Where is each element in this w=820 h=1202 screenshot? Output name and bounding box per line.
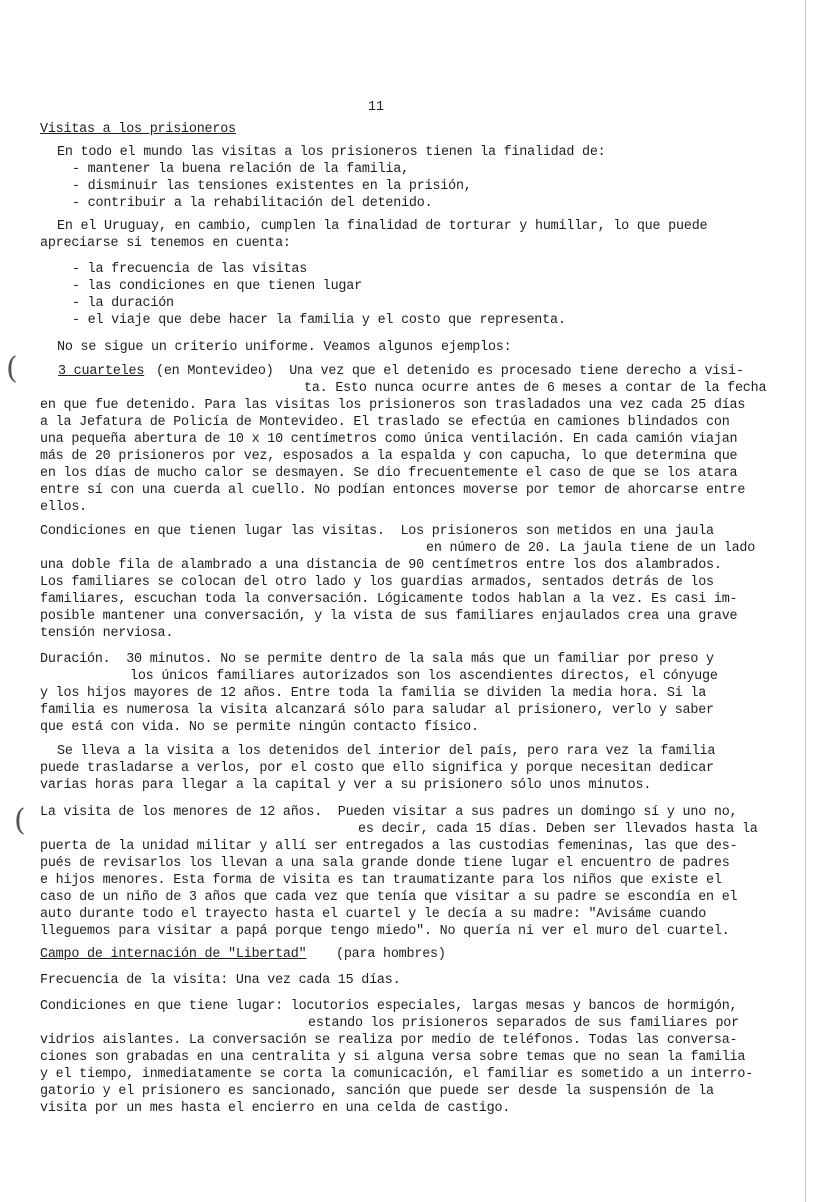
- page-edge-line: [805, 0, 806, 1202]
- binding-mark: (: [6, 351, 18, 386]
- text-line: En el Uruguay, en cambio, cumplen la finalidad de torturar y humillar, lo que puede: [57, 219, 708, 234]
- text-line: en que fue detenido. Para las visitas los prisioneros son trasladados una vez cada 25 días: [40, 398, 746, 413]
- text-line: y los hijos mayores de 12 años. Entre toda la familia se dividen la media hora. Si la: [40, 686, 707, 701]
- page-number: 11: [368, 100, 385, 115]
- section-heading: Campo de internación de "Libertad": [40, 947, 307, 962]
- text-line: ellos.: [40, 500, 88, 515]
- text-line: La visita de los menores de 12 años. Pueden visitar a sus padres un domingo sí y uno no,: [40, 805, 738, 820]
- text-line: ciones son grabadas en una centralita y si alguna versa sobre temas que no sean la familia: [40, 1050, 746, 1065]
- text-line: gatorio y el prisionero es sancionado, sanción que puede ser desde la suspensión de la: [40, 1084, 714, 1099]
- text-line: visita por un mes hasta el encierro en una celda de castigo.: [40, 1101, 511, 1116]
- text-line: auto durante todo el trayecto hasta el cuartel y le decía a su madre: "Avisáme cuando: [40, 907, 707, 922]
- text-line: - disminuir las tensiones existentes en la prisión,: [72, 179, 472, 194]
- text-line: - contribuir a la rehabilitación del detenido.: [72, 196, 433, 211]
- text-line: posible mantener una conversación, y la vista de sus familiares enjaulados crea una grave: [40, 609, 738, 624]
- text-line: que está con vida. No se permite ningún contacto físico.: [40, 720, 479, 735]
- text-line: Frecuencia de la visita: Una vez cada 15 días.: [40, 973, 401, 988]
- text-line: ta. Esto nunca ocurre antes de 6 meses a contar de la fecha: [304, 381, 767, 396]
- text-line: Se lleva a la visita a los detenidos del interior del país, pero rara vez la familia: [57, 744, 716, 759]
- text-line: Duración. 30 minutos. No se permite dentro de la sala más que un familiar por preso y: [40, 652, 714, 667]
- text-line: en número de 20. La jaula tiene de un lado: [426, 541, 756, 556]
- text-line: a la Jefatura de Policía de Montevideo. El traslado se efectúa en camiones blindados con: [40, 415, 730, 430]
- text-line: En todo el mundo las visitas a los prisioneros tienen la finalidad de:: [57, 145, 606, 160]
- text-line: una pequeña abertura de 10 x 10 centímetros como única ventilación. En cada camión viajan: [40, 432, 738, 447]
- text-line: vidrios aislantes. La conversación se realiza por medio de teléfonos. Todas las conversa-: [40, 1033, 738, 1048]
- text-line: tensión nerviosa.: [40, 626, 174, 641]
- text-line: - las condiciones en que tienen lugar: [72, 279, 362, 294]
- text-line: Los familiares se colocan del otro lado y los guardias armados, sentados detrás de los: [40, 575, 714, 590]
- text-line: e hijos menores. Esta forma de visita es tan traumatizante para los niños que existe el: [40, 873, 722, 888]
- text-line: una doble fila de alambrado a una distancia de 90 centímetros entre los dos alambrados.: [40, 558, 722, 573]
- text-line: - la frecuencia de las visitas: [72, 262, 308, 277]
- text-line: entre sí con una cuerda al cuello. No podían entonces moverse por temor de ahorcarse entre: [40, 483, 746, 498]
- text-line: (en Montevideo) Una vez que el detenido es procesado tiene derecho a visi-: [156, 364, 744, 379]
- text-line: - el viaje que debe hacer la familia y el costo que representa.: [72, 313, 566, 328]
- text-line: apreciarse si tenemos en cuenta:: [40, 236, 291, 251]
- text-line: (para hombres): [336, 947, 446, 962]
- text-line: los únicos familiares autorizados son los ascendientes directos, el cónyuge: [130, 669, 718, 684]
- text-line: en los días de mucho calor se desmayen. Se dio frecuentemente el caso de que se los atara: [40, 466, 738, 481]
- text-line: y el tiempo, inmediatamente se corta la comunicación, el familiar es sometido a un interro-: [40, 1067, 754, 1082]
- text-line: caso de un niño de 3 años que cada vez que tenía que visitar a su padre se escondía en el: [40, 890, 738, 905]
- section-heading: Visitas a los prisioneros: [40, 122, 236, 137]
- text-line: más de 20 prisioneros por vez, esposados a la espalda y con capucha, lo que determina que: [40, 449, 738, 464]
- text-line: familia es numerosa la visita alcanzará sólo para saludar al prisionero, verlo y saber: [40, 703, 714, 718]
- text-line: Condiciones en que tienen lugar las visitas. Los prisioneros son metidos en una jaula: [40, 524, 714, 539]
- section-heading: 3 cuarteles: [58, 364, 145, 379]
- binding-mark: (: [14, 803, 26, 838]
- text-line: estando los prisioneros separados de sus familiares por: [308, 1016, 739, 1031]
- text-line: familiares, escuchan toda la conversación. Lógicamente todos hablan a la vez. Es casi im-: [40, 592, 738, 607]
- text-line: varias horas para llegar a la capital y ver a su prisionero sólo unos minutos.: [40, 778, 652, 793]
- text-line: - mantener la buena relación de la familia,: [72, 162, 409, 177]
- text-line: No se sigue un criterio uniforme. Veamos algunos ejemplos:: [57, 340, 512, 355]
- text-line: puede trasladarse a verlos, por el costo que ello significa y porque necesitan dedicar: [40, 761, 714, 776]
- text-line: es decir, cada 15 días. Deben ser llevados hasta la: [358, 822, 758, 837]
- text-line: puerta de la unidad militar y allí ser entregados a las custodias femeninas, las que des-: [40, 839, 738, 854]
- text-line: lleguemos para visitar a papá porque tengo miedo". No quería ni ver el muro del cuartel.: [40, 924, 730, 939]
- text-line: - la duración: [72, 296, 174, 311]
- text-line: Condiciones en que tiene lugar: locutorios especiales, largas mesas y bancos de hormigón,: [40, 999, 738, 1014]
- text-line: pués de revisarlos los llevan a una sala grande donde tiene lugar el encuentro de padres: [40, 856, 730, 871]
